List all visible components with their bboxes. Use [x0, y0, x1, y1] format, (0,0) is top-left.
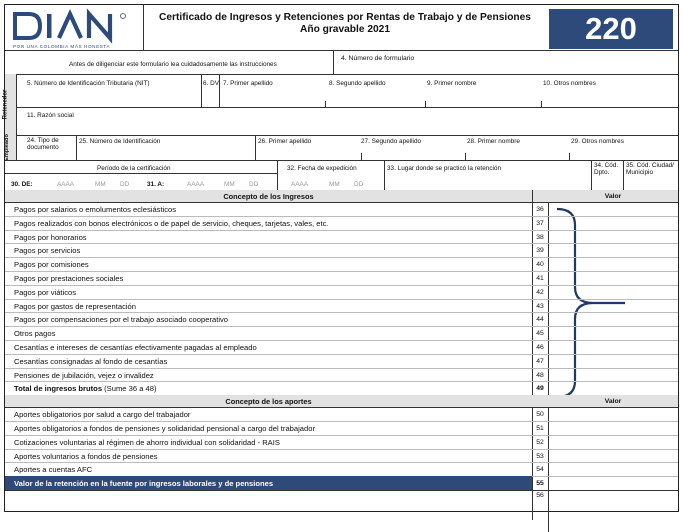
retenedor-primer-nombre-field[interactable]: [425, 87, 541, 103]
empleado-otros-nombres-label: 29. Otros nombres: [571, 138, 624, 145]
ingresos-row-value[interactable]: [549, 312, 677, 326]
form-title-line2: Año gravable 2021: [299, 24, 391, 35]
retencion-label: Valor de la retención en la fuente por ingresos laborales y de pensiones: [14, 479, 274, 489]
ingresos-row-label: Pagos por honorarios: [14, 232, 87, 242]
ingresos-row: [5, 230, 678, 245]
periodo-de-label: 30. DE:: [11, 181, 33, 188]
primer-nombre-label: 9. Primer nombre: [427, 80, 477, 87]
ingresos-total-label: Total de ingresos brutos (Sume 36 a 48): [14, 384, 157, 394]
ingresos-row: [5, 257, 678, 272]
ingresos-header: Concepto de los Ingresos: [223, 192, 314, 201]
razon-social-field[interactable]: [25, 119, 673, 133]
form-number: 220: [585, 11, 637, 46]
ingresos-row-label: Cesantías e intereses de cesantías efectivamente pagadas al empleado: [14, 343, 257, 352]
ingresos-valor-header: Valor: [604, 193, 622, 200]
lugar-field[interactable]: [387, 173, 589, 189]
empleado-segundo-apellido-label: 27. Segundo apellido: [361, 138, 422, 145]
aportes-row-number: 53: [536, 452, 544, 460]
form-number-label: 4. Número de formulario: [341, 55, 415, 62]
ingresos-row: [5, 368, 678, 383]
certificate-form-page: [4, 4, 679, 512]
ingresos-total-row: [5, 381, 678, 396]
ingresos-row-number: 40: [536, 261, 544, 269]
empleado-primer-apellido-field[interactable]: [258, 146, 358, 159]
aportes-row-label: Aportes obligatorios por salud a cargo del trabajador: [14, 410, 191, 420]
ingresos-row-value[interactable]: [549, 354, 677, 368]
retencion-number: 55: [536, 480, 544, 488]
ingresos-row-value[interactable]: [549, 202, 677, 216]
empleado-side-label: Empleado: [3, 134, 10, 161]
ingresos-row-label: Pagos realizados con bonos electrónicos o de papel de servicio, cheques, tarjetas, vales, etc.: [14, 218, 329, 228]
periodo-a-label: 31. A:: [147, 181, 165, 188]
a-dd[interactable]: DD: [249, 181, 259, 188]
a-aaaa[interactable]: AAAA: [187, 181, 205, 188]
ingresos-row-number: 44: [536, 316, 544, 324]
ingresos-row-label: Pagos por viáticos: [14, 287, 77, 297]
aportes-row-label: Cotizaciones voluntarias al régimen de ahorro individual con solidaridad - RAIS: [14, 437, 280, 447]
ingresos-row-number: 36: [536, 206, 544, 213]
exp-mm[interactable]: MM: [329, 181, 340, 188]
ingresos-total-number: 49: [536, 385, 544, 393]
ingresos-row: [5, 299, 678, 314]
aportes-row: [5, 435, 678, 450]
dv-field[interactable]: [204, 87, 218, 103]
form-title-line1: Certificado de Ingresos y Retenciones por Rentas de Trabajo y de Pensiones: [159, 12, 531, 23]
nit-label: 5. Número de Identificación Tributaria (NIT): [27, 80, 150, 87]
ingresos-row: [5, 340, 678, 355]
ingresos-row-number: 39: [536, 247, 544, 255]
aportes-row: [5, 449, 678, 464]
expedicion-label: 32. Fecha de expedición: [287, 165, 357, 172]
ingresos-total-value[interactable]: [549, 381, 677, 395]
instructions-note: Antes de diligenciar este formulario lea cuidadosamente las instrucciones: [69, 61, 277, 68]
ingresos-row: [5, 312, 678, 327]
a-mm[interactable]: MM: [224, 181, 235, 188]
ingresos-row-label: Pagos por gastos de representación: [14, 301, 137, 311]
ingresos-row-value[interactable]: [549, 257, 677, 271]
ingresos-row-number: 46: [536, 344, 544, 351]
ingresos-row-value[interactable]: [549, 230, 677, 244]
ingresos-row-number: 48: [536, 371, 544, 379]
form-title: [145, 12, 545, 36]
razon-social-label: 11. Razón social: [27, 112, 74, 119]
aportes-row-value[interactable]: [549, 462, 677, 476]
empleado-primer-nombre-label: 28. Primer nombre: [467, 138, 520, 145]
ingresos-row-number: 47: [536, 357, 544, 365]
ingresos-row-number: 38: [536, 233, 544, 241]
retencion-row: [5, 476, 678, 491]
ingresos-row-value[interactable]: [549, 243, 677, 257]
cod-dpto-label: 34. Cód. Dpto.: [594, 162, 619, 176]
ingresos-row-value[interactable]: [549, 299, 677, 313]
ingresos-row-value[interactable]: [549, 271, 677, 285]
ingresos-row-value[interactable]: [549, 340, 677, 354]
aportes-row-number: 54: [536, 466, 544, 474]
dian-logo-mark: [13, 11, 135, 41]
lugar-label: 33. Lugar donde se practicó la retención: [387, 165, 502, 172]
primer-apellido-label: 7. Primer apellido: [223, 80, 273, 87]
aportes-row: [5, 421, 678, 436]
cod-ciudad-label: 35. Cód. Ciudad/ Municipio: [626, 162, 674, 176]
empleado-segundo-apellido-field[interactable]: [361, 146, 461, 159]
ingresos-row-number: 45: [536, 330, 544, 338]
exp-dd[interactable]: DD: [354, 181, 364, 188]
retencion-value[interactable]: [549, 476, 677, 490]
otros-nombres-label: 10. Otros nombres: [543, 80, 596, 87]
ingresos-row-value[interactable]: [549, 216, 677, 230]
ingresos-row-label: Pagos por comisiones: [14, 260, 89, 270]
ingresos-row-label: Pagos por servicios: [14, 246, 81, 256]
aportes-row-label: Aportes obligatorios a fondos de pensiones y solidaridad pensional a cargo del trabajador: [14, 424, 315, 433]
form-number-field[interactable]: [335, 63, 675, 73]
ingresos-row-value[interactable]: [549, 326, 677, 340]
dian-logo: [11, 9, 137, 49]
exp-aaaa[interactable]: AAAA: [291, 181, 309, 188]
aportes-row: [5, 462, 678, 477]
aportes-row-value[interactable]: [549, 407, 677, 421]
ingresos-row-number: 43: [536, 302, 544, 310]
ingresos-row-label: Pagos por compensaciones por el trabajo asociado cooperativo: [14, 315, 229, 325]
num-id-label: 25. Número de Identificación: [79, 138, 161, 145]
aportes-row-value[interactable]: [549, 435, 677, 449]
aportes-row-label: Aportes voluntarios a fondos de pensiones: [14, 451, 158, 461]
de-dd[interactable]: DD: [120, 181, 130, 188]
aportes-header: Concepto de los aportes: [225, 397, 312, 407]
ingresos-row-number: 37: [536, 219, 544, 227]
ingresos-row: [5, 216, 678, 231]
tipo-doc-label: 24. Tipo de documento: [27, 137, 59, 151]
aportes-row-value[interactable]: [549, 449, 677, 463]
empleado-num-id-field[interactable]: [79, 146, 255, 159]
ingresos-row: [5, 326, 678, 341]
ingresos-row-label: Cesantías consignadas al fondo de cesantías: [14, 356, 168, 366]
ingresos-row-label: Pagos por prestaciones sociales: [14, 274, 124, 283]
retenedor-side-label: Retenedor: [2, 89, 9, 120]
de-mm[interactable]: MM: [95, 181, 106, 188]
next-row-partial: [5, 490, 678, 504]
aportes-row-label: Aportes a cuentas AFC: [14, 465, 93, 475]
ingresos-row-label: Pagos por salarios o emolumentos eclesiásticos: [14, 205, 177, 214]
retenedor-primer-apellido-field[interactable]: [221, 87, 325, 103]
ingresos-row-number: 42: [536, 288, 544, 296]
retenedor-otros-nombres-field[interactable]: [541, 87, 675, 103]
ingresos-row-label: Pensiones de jubilación, vejez o invalidez: [14, 370, 154, 380]
aportes-valor-header: Valor: [604, 398, 622, 406]
ingresos-row: [5, 202, 678, 217]
ingresos-row: [5, 243, 678, 258]
periodo-label: Período de la certificación: [97, 165, 171, 172]
empleado-primer-apellido-label: 26. Primer apellido: [258, 138, 312, 145]
ingresos-row: [5, 271, 678, 286]
aportes-row-number: 51: [536, 425, 544, 432]
nit-field[interactable]: [25, 87, 197, 103]
ingresos-row: [5, 354, 678, 369]
segundo-apellido-label: 8. Segundo apellido: [329, 80, 386, 87]
retenedor-segundo-apellido-field[interactable]: [325, 87, 425, 103]
empleado-primer-nombre-field[interactable]: [465, 146, 565, 159]
empleado-otros-nombres-field[interactable]: [569, 146, 675, 159]
ingresos-row: [5, 285, 678, 300]
ingresos-row-number: 41: [536, 275, 544, 282]
de-aaaa[interactable]: AAAA: [57, 181, 75, 188]
aportes-row: [5, 407, 678, 422]
next-row-number: 56: [536, 492, 544, 499]
aportes-row-number: 52: [536, 438, 544, 446]
dian-tagline: POR UNA COLOMBIA MÁS HONESTA: [13, 44, 111, 49]
ingresos-row-value[interactable]: [549, 285, 677, 299]
form-number-box: [549, 9, 673, 49]
aportes-row-value[interactable]: [549, 421, 677, 435]
aportes-row-number: 50: [536, 411, 544, 419]
ingresos-row-value[interactable]: [549, 368, 677, 382]
ingresos-row-label: Otros pagos: [14, 329, 56, 339]
dv-label: 6. DV.: [203, 80, 221, 87]
